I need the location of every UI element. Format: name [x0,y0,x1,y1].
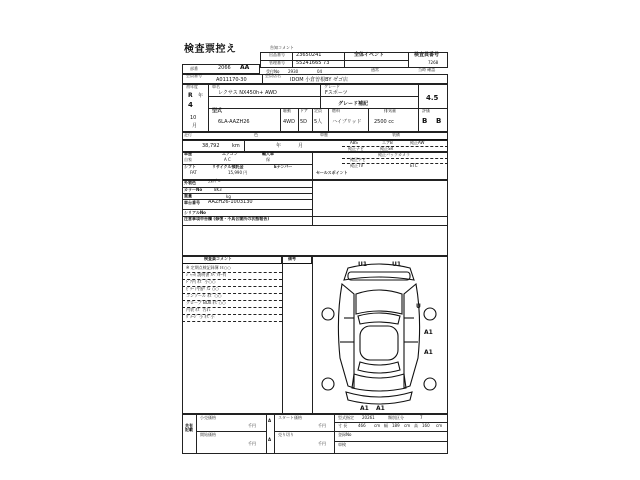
equip-item: 純正SR [380,146,394,151]
start-unit: 千円 [318,423,326,428]
inspector-sub: 当時 確認 [418,67,436,72]
inspector-label: 検査員番号 [414,52,440,58]
roof [360,326,398,360]
import-value: 保 [266,157,270,162]
retail-price-label: 小売価格 [200,415,216,420]
history-col-label: 車歴 [320,132,328,137]
exterior-grade: B [436,117,442,125]
reserve-label: 売り切り [278,432,294,437]
mileage-header [182,132,448,140]
comment-line: ﾀﾞﾒｰｼﾞ 小 ｷｽﾞ小 [186,314,215,319]
sheet-title: 検査票控え [184,44,237,55]
weight-label: 重量 [184,193,192,198]
notice-label: 告知コメント [270,45,294,50]
car-name-label: 車名 [212,84,220,89]
shift-value: FAT [190,170,197,175]
damage-mark: A1 [376,405,385,412]
cc-label: 排気量 [384,108,396,113]
start-price-unit: 千円 [248,441,256,446]
first-reg-label: 初年度 [186,84,198,89]
reception-no: 2930 [288,69,299,74]
model-no-label: 型式指定 [338,415,354,420]
recycle-label: リサイクル預託金 [212,164,244,169]
start-label: スタート価格 [278,415,302,420]
wheel-front-left [322,308,334,320]
damage-mark: A1 [360,405,369,412]
capacity: 5人 [314,119,323,125]
dim-label: 寸 長 [338,423,348,428]
exhibit-no: 23650241 [296,52,322,58]
colorno: 8K3 [214,187,222,192]
comment-header-bar [182,256,282,264]
car-name: レクサス NX450h+ AWD [218,90,277,96]
equip-item: 純正TV [350,163,364,168]
equip-item: 純正ナビ [348,146,364,151]
equip-item: エアB [382,140,393,145]
capacity-label: 定員 [314,108,322,113]
comment-line: コンソール ｷｽﾞ ○○ [186,293,222,298]
model: 6LA-AAZH26 [218,119,250,125]
trunk [352,374,406,391]
remarks-header-bar [282,256,312,264]
equip-item: 純正バックカメラ [378,152,410,157]
rear-bumper [346,392,412,404]
mgmt-no: 55241665 73 [296,60,330,66]
reg-month: 10 [190,115,197,121]
color-col-label: 色 [254,132,258,137]
equip-item: 純正ナビ [350,157,366,162]
equip-item: 純正AW [410,140,425,145]
height: 160 [422,423,430,428]
recycle-value: 15,990 円 [228,170,248,175]
drive-label: 駆動 [283,108,291,113]
chassis-label: 車台番号 [184,200,200,205]
comment-line: ※ 定期点検記録簿 Ｈ○○ [186,265,231,270]
width-label: 幅 [384,423,388,428]
weight-unit: kg [226,194,231,199]
comment-line: 内装 ｷｽﾞ 汚れ [186,307,211,312]
damage-mark: A1 [424,349,433,356]
inspection-sheet [182,44,448,462]
interior-grade: B [422,117,428,125]
outer-color-label: 外装色 [184,180,196,185]
equip-item: ABS [350,140,358,145]
hood [356,290,402,314]
drive: 4WD [283,119,295,125]
mileage-label: 走行 [184,132,192,137]
ac-value: A C [224,157,231,162]
reg-year: 4 [188,101,193,109]
grade-confirm-label: グレード補記 [338,101,369,107]
dim-unit: cm [374,423,381,428]
damage-mark: A1 [424,329,433,336]
damage-mark: U [416,303,421,310]
wheel-front-right [424,308,436,320]
cc: 2500 cc [374,119,394,125]
exhibit-no-label: 出品番号 [269,52,285,57]
mileage-unit: km [232,143,240,149]
doors: 5D [300,119,308,125]
dim-unit: cm [404,423,411,428]
mgmt-no-label: 管理番号 [269,60,285,65]
member-no-label: 会員番号 [186,73,202,78]
shift-label: シフト [184,164,196,169]
year-unit: 年 [198,93,204,99]
model-no: 20261 [362,415,375,420]
comment-header: 検査員コメント [204,256,232,261]
grade-label: グレード [324,84,340,89]
mileage-value: 38,792 [202,143,220,149]
grade: Fスポーツ [325,90,348,96]
category: 7 [420,415,423,420]
comment-line: ｼﾞｬｯｷ 説明書 ｽﾍﾟｱｷｰ有 [186,272,227,277]
plate-label: Eナンバー [274,164,293,169]
chassis-no: AAZH26-1003130 [208,199,253,205]
remarks-header: 備考 [288,256,296,261]
serial-label: シリアルNo [184,210,206,215]
ac-label: エアコン [222,151,238,156]
wheel-rear-right [424,378,436,390]
colorno-label: カラーNo [184,187,203,192]
windshield [358,313,400,324]
category-label: 類別区分 [388,415,404,420]
retail-price-unit: 千円 [248,423,256,428]
dim-unit: cm [436,423,443,428]
wheel-rear-left [322,378,334,390]
model-label: 型式 [212,108,223,114]
reception-label: 受付No [266,69,280,74]
member-no: A011170-30 [216,77,247,83]
outer-color: ｼﾙﾊﾞｰ [208,179,221,185]
expiry-label: 車検 [338,442,346,447]
height-label: 高 [414,423,418,428]
era: R [188,92,193,99]
doors-label: ドア [300,108,308,113]
month-unit: 月 [192,123,198,129]
member-name-label: 会員店名 [265,73,281,78]
import-label: 輸入車 [262,151,274,156]
event-label: 全体イベント [354,52,385,58]
start-price-label: 開始価格 [200,432,216,437]
month-col: 月 [298,143,304,149]
fuel-label: 燃料 [332,108,340,113]
left-side-panel [338,284,354,388]
rear-window [358,362,400,373]
venue-label: 部番 [190,66,198,71]
footer-block [182,414,448,454]
venue-code: AA [240,64,250,71]
reserve-unit: 千円 [318,441,326,446]
damage-mark: U1 [358,261,368,268]
notes-block [182,216,448,256]
event-value: 通常 [371,67,379,72]
right-side-panel [404,284,420,388]
a-mark: A [268,418,272,423]
length: 466 [358,423,366,428]
comment-line: ﾋﾟﾗｰ 内張ﾘ ｽﾚ ○○ [186,286,219,291]
reg-label: 登録No [338,432,352,437]
member-name: IDOM 小倉曽根BY ゼ゙ゴ店 [290,77,348,83]
reception-sub: 04 [317,69,323,74]
eval-label: 評価 [422,108,430,113]
equip-item: ETC [410,163,418,168]
year-col: 年 [276,143,282,149]
damage-mark: U1 [392,261,402,268]
comment-line: グローブ BOX ｷｽﾞ○○ [186,300,226,305]
front-grille [348,272,410,280]
vehicle-type-label: 車歴 [184,151,192,156]
car-damage-diagram [314,258,444,414]
a-mark: A [268,437,272,442]
fuel: ハイブリッド [332,119,362,125]
sales-point-label: セールスポイント [316,170,348,175]
equip-col-label: 装備 [392,132,400,137]
width: 189 [392,423,400,428]
venue-no: 2066 [218,65,231,71]
comment-line: ﾄﾞｱ内 ｷｽﾞ 小○○ [186,279,216,284]
private-use: 自家 [184,157,192,162]
overall-score: 4.5 [426,94,439,102]
footer-left-label: 共有記載 [185,423,193,433]
inspector-no: 7268 [428,60,439,65]
notes-header: 注意事項申告欄 (修復・不具合箇所の状態報告) [184,216,270,221]
